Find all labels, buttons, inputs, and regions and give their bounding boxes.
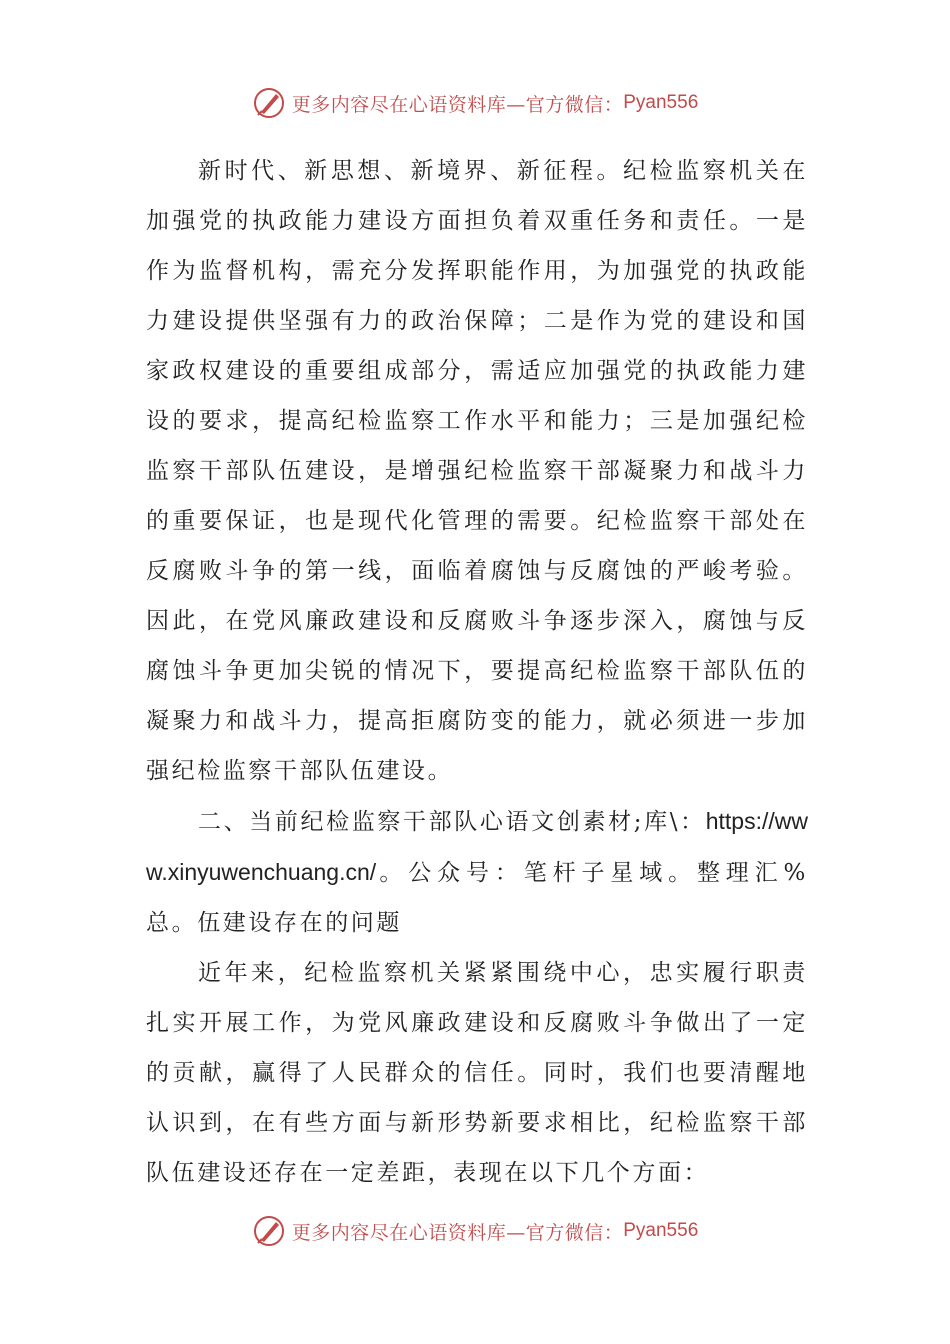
- watermark-banner-top: [0, 83, 950, 123]
- heading-prefix: 二、当前纪检监察干部队心语文创素材;库\：: [198, 809, 706, 835]
- watermark-banner-bottom: [0, 1211, 950, 1251]
- watermark-wechat-id: Pyan556: [623, 1220, 699, 1241]
- quill-pen-icon: [252, 1214, 286, 1248]
- paragraph-1: 新时代、新思想、新境界、新征程。纪检监察机关在加强党的执政能力建设方面担负着双重任务和责任。一是作为监督机构，需充分发挥职能作用，为加强党的执政能力建设提供坚强有力的政治保障；二是作为党的建设和国家政权建设的重要组成部分，需适应加强党的执政能力建设的要求，提高纪检监察工作水平和能力；三是加强纪检监察干部队伍建设，是增强纪检监察干部凝聚力和战斗力的重要保证，也是现代化管理的需要。纪检监察干部处在反腐败斗争的第一线，面临着腐蚀与反腐蚀的严峻考验。因此，在党风廉政建设和反腐败斗争逐步深入，腐蚀与反腐蚀斗争更加尖锐的情况下，要提高纪检监察干部队伍的凝聚力和战斗力，提高拒腐防变的能力，就必须进一步加强纪检监察干部队伍建设。: [146, 158, 808, 784]
- watermark-text: 更多内容尽在心语资料库—官方微信：: [291, 93, 624, 116]
- watermark-text: 更多内容尽在心语资料库—官方微信：: [291, 1221, 624, 1244]
- document-body: [146, 146, 808, 1198]
- heading-suffix: 。公众号：笔杆子星域。整理汇%总。伍建设存在的问题: [146, 860, 808, 936]
- heading-url: https://www.xinyuwenchuang.cn/: [146, 808, 808, 885]
- watermark-wechat-id: Pyan556: [623, 92, 699, 113]
- paragraph-2: 近年来，纪检监察机关紧紧围绕中心，忠实履行职责扎实开展工作，为党风廉政建设和反腐败斗争做出了一定的贡献，赢得了人民群众的信任。同时，我们也要清醒地认识到，在有些方面与新形势新要求相比，纪检监察干部队伍建设还存在一定差距，表现在以下几个方面：: [146, 960, 808, 1186]
- section-heading: [146, 796, 808, 948]
- quill-pen-icon: [252, 86, 286, 120]
